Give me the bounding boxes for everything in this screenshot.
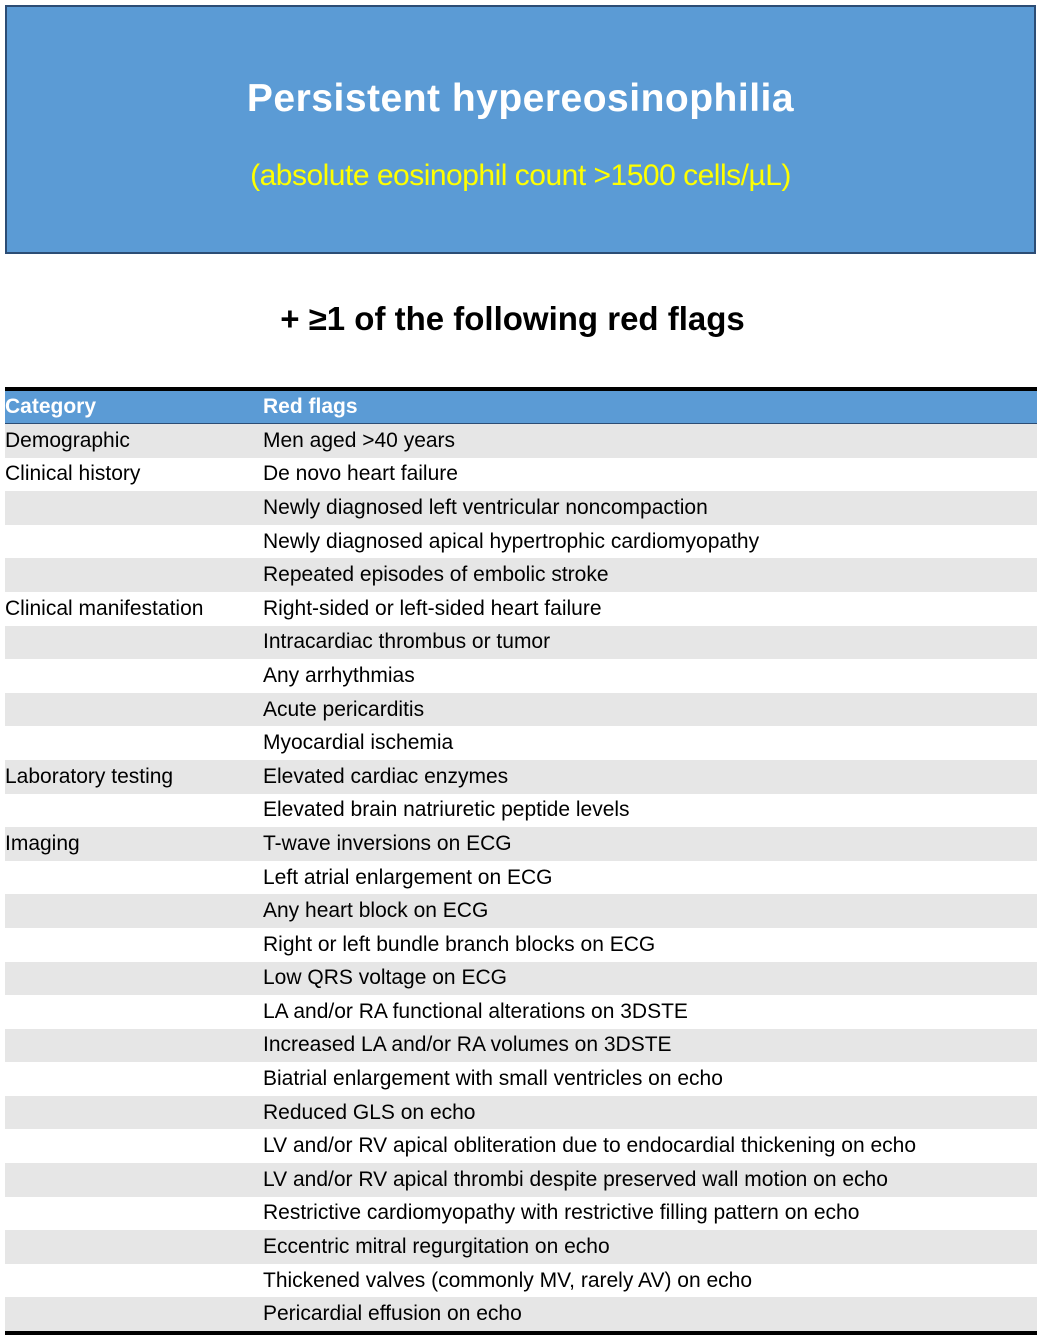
category-cell: Clinical history [5,462,141,486]
table-row [5,928,1037,962]
table-row [5,1163,1037,1197]
red-flag-cell: Restrictive cardiomyopathy with restrictive filling pattern on echo [263,1201,860,1225]
red-flag-cell: LV and/or RV apical thrombi despite preserved wall motion on echo [263,1167,888,1191]
table-row [5,458,1037,492]
red-flag-cell: Elevated brain natriuretic peptide levels [263,798,630,822]
red-flag-cell: Myocardial ischemia [263,731,454,755]
table-row [5,525,1037,559]
table-row [5,827,1037,861]
red-flag-cell: T-wave inversions on ECG [263,831,512,855]
table-header-row [5,391,1037,424]
header-banner [5,5,1036,254]
table-row [5,726,1037,760]
table-row [5,424,1037,458]
table-row [5,962,1037,996]
table-row [5,592,1037,626]
table-row [5,1264,1037,1298]
table-row [5,1129,1037,1163]
red-flag-cell: Any arrhythmias [263,663,415,687]
table-row [5,1297,1037,1331]
red-flag-cell: Increased LA and/or RA volumes on 3DSTE [263,1033,672,1057]
table-row [5,491,1037,525]
category-cell: Laboratory testing [5,764,174,788]
table-row [5,558,1037,592]
table-row [5,626,1037,660]
table-row [5,760,1037,794]
red-flag-cell: Biatrial enlargement with small ventricles on echo [263,1067,723,1091]
table-row [5,861,1037,895]
red-flags-table [5,387,1037,1335]
red-flag-cell: LV and/or RV apical obliteration due to endocardial thickening on echo [263,1134,916,1158]
red-flag-cell: Acute pericarditis [263,697,425,721]
header-red-flags: Red flags [263,395,358,418]
banner-subtitle: (absolute eosinophil count >1500 cells/µL) [250,159,791,192]
table-row [5,1197,1037,1231]
red-flag-cell: Thickened valves (commonly MV, rarely AV) on echo [263,1268,753,1292]
category-cell: Imaging [5,831,80,855]
category-cell: Demographic [5,428,130,452]
table-row [5,1062,1037,1096]
table-row [5,894,1037,928]
table-row [5,995,1037,1029]
red-flags-heading: + ≥1 of the following red flags [280,300,745,337]
red-flag-cell: Newly diagnosed apical hypertrophic cardiomyopathy [263,529,760,553]
table-row [5,794,1037,828]
table-row [5,693,1037,727]
red-flag-cell: Elevated cardiac enzymes [263,764,509,788]
table-row [5,659,1037,693]
red-flag-cell: Repeated episodes of embolic stroke [263,563,609,587]
table-bottom-rule [5,1331,1037,1335]
banner-title: Persistent hypereosinophilia [246,77,795,120]
red-flag-cell: Left atrial enlargement on ECG [263,865,553,889]
red-flag-cell: Any heart block on ECG [263,899,489,923]
category-cell: Clinical manifestation [5,596,204,620]
red-flag-cell: Newly diagnosed left ventricular noncompaction [263,495,708,519]
table-row [5,1096,1037,1130]
red-flag-cell: Right or left bundle branch blocks on ECG [263,932,656,956]
red-flag-cell: Intracardiac thrombus or tumor [263,630,551,654]
red-flag-cell: LA and/or RA functional alterations on 3DSTE [263,999,688,1023]
red-flag-cell: Low QRS voltage on ECG [263,966,507,990]
red-flag-cell: Pericardial effusion on echo [263,1302,522,1326]
table-row [5,1029,1037,1063]
red-flag-cell: Reduced GLS on echo [263,1100,476,1124]
red-flag-cell: Right-sided or left-sided heart failure [263,596,602,620]
table-body [5,424,1037,1331]
header-category: Category [5,395,97,418]
red-flag-cell: Eccentric mitral regurgitation on echo [263,1235,610,1259]
table-row [5,1230,1037,1264]
red-flag-cell: De novo heart failure [263,462,458,486]
red-flag-cell: Men aged >40 years [263,428,456,452]
